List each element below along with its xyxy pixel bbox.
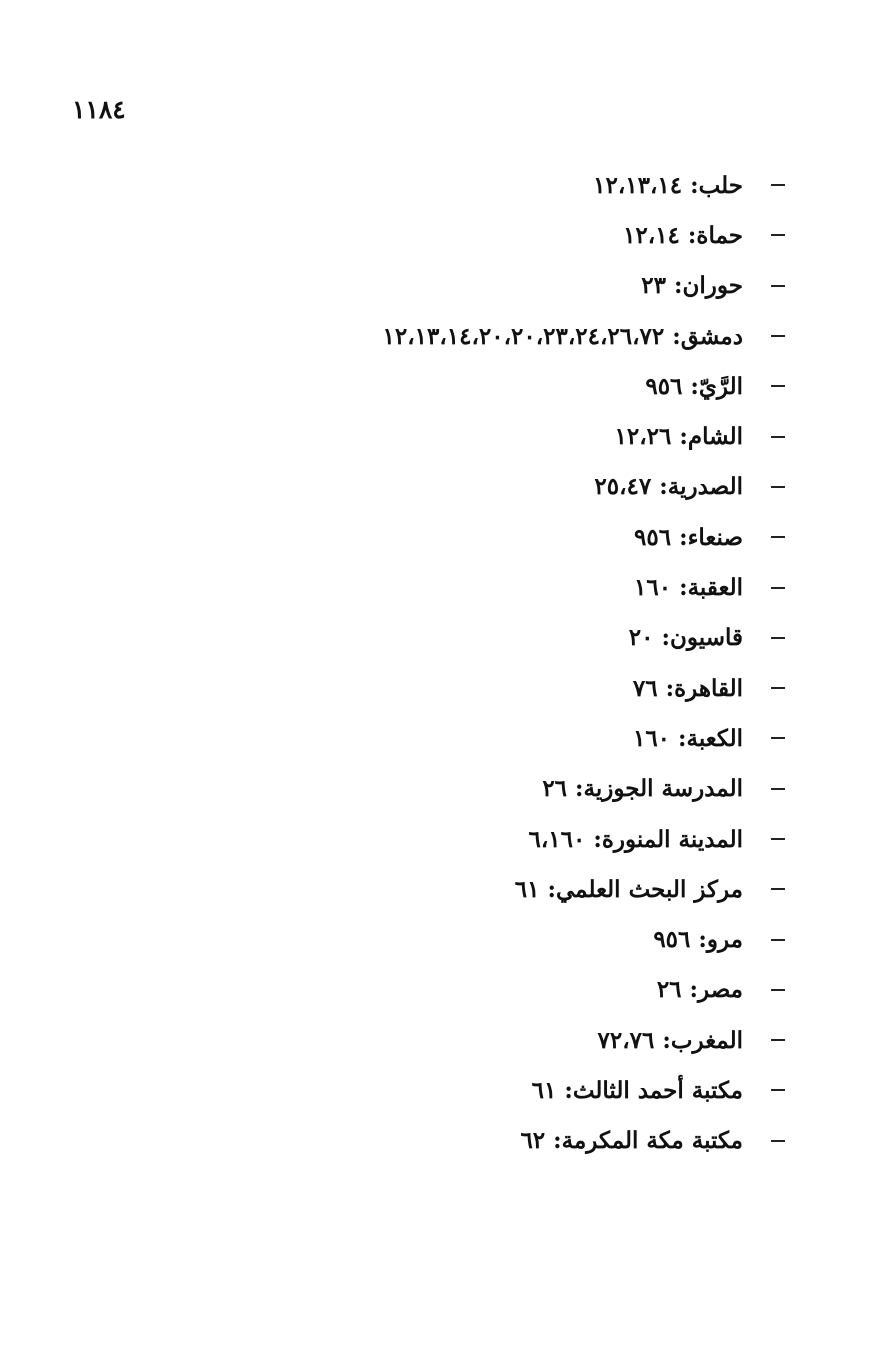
entry-text: الصدرية: ٢٥،٤٧	[594, 473, 743, 501]
entry-dash	[771, 536, 785, 538]
entry-dash	[771, 1140, 785, 1142]
entry-text: حلب: ١٢،١٣،١٤	[593, 171, 743, 199]
index-entry	[185, 914, 785, 964]
entry-dash	[771, 989, 785, 991]
index-entry	[185, 1116, 785, 1166]
entry-dash	[771, 486, 785, 488]
entry-text: العقبة: ١٦٠	[634, 574, 743, 602]
entry-dash	[771, 587, 785, 589]
entry-dash	[771, 335, 785, 337]
entry-dash	[771, 1089, 785, 1091]
index-entry	[185, 1065, 785, 1115]
entry-dash	[771, 285, 785, 287]
entry-text: القاهرة: ٧٦	[632, 674, 743, 702]
index-entry	[185, 210, 785, 260]
page-number: ١١٨٤	[72, 95, 126, 124]
index-entry	[185, 613, 785, 663]
entry-text: حوران: ٢٣	[641, 272, 743, 300]
index-entry	[185, 814, 785, 864]
index-entry	[185, 663, 785, 713]
entry-text: صنعاء: ٩٥٦	[634, 523, 743, 551]
entry-text: دمشق: ١٢،١٣،١٤،٢٠،٢٠،٢٣،٢٤،٢٦،٧٢	[382, 322, 743, 350]
entry-text: الرَّيّ: ٩٥٦	[645, 372, 743, 400]
entry-text: الكعبة: ١٦٠	[632, 724, 743, 752]
entry-dash	[771, 687, 785, 689]
entry-dash	[771, 184, 785, 186]
index-entry	[185, 462, 785, 512]
entry-dash	[771, 737, 785, 739]
entry-dash	[771, 234, 785, 236]
entry-dash	[771, 1039, 785, 1041]
entry-dash	[771, 888, 785, 890]
entry-text: المدينة المنورة: ٦،١٦٠	[528, 825, 743, 853]
entry-dash	[771, 637, 785, 639]
entry-text: مكتبة مكة المكرمة: ٦٢	[520, 1127, 743, 1155]
entry-text: مصر: ٢٦	[656, 976, 743, 1004]
entry-text: مرو: ٩٥٦	[653, 926, 743, 954]
entry-text: قاسيون: ٢٠	[628, 624, 743, 652]
entry-dash	[771, 788, 785, 790]
entry-text: المدرسة الجوزية: ٢٦	[542, 775, 743, 803]
index-entry	[185, 965, 785, 1015]
index-entry	[185, 562, 785, 612]
index-entry	[185, 764, 785, 814]
entry-text: الشام: ١٢،٢٦	[614, 423, 743, 451]
entry-text: حماة: ١٢،١٤	[623, 221, 743, 249]
entry-text: مكتبة أحمد الثالث: ٦١	[531, 1076, 743, 1104]
place-index-list	[185, 160, 785, 1166]
index-entry	[185, 713, 785, 763]
entry-dash	[771, 385, 785, 387]
index-entry	[185, 261, 785, 311]
index-entry	[185, 361, 785, 411]
index-entry	[185, 311, 785, 361]
entry-text: مركز البحث العلمي: ٦١	[514, 875, 743, 903]
index-entry	[185, 160, 785, 210]
index-entry	[185, 512, 785, 562]
entry-dash	[771, 838, 785, 840]
index-entry	[185, 864, 785, 914]
entry-text: المغرب: ٧٢،٧٦	[597, 1026, 743, 1054]
index-entry	[185, 411, 785, 461]
entry-dash	[771, 436, 785, 438]
entry-dash	[771, 939, 785, 941]
index-entry	[185, 1015, 785, 1065]
